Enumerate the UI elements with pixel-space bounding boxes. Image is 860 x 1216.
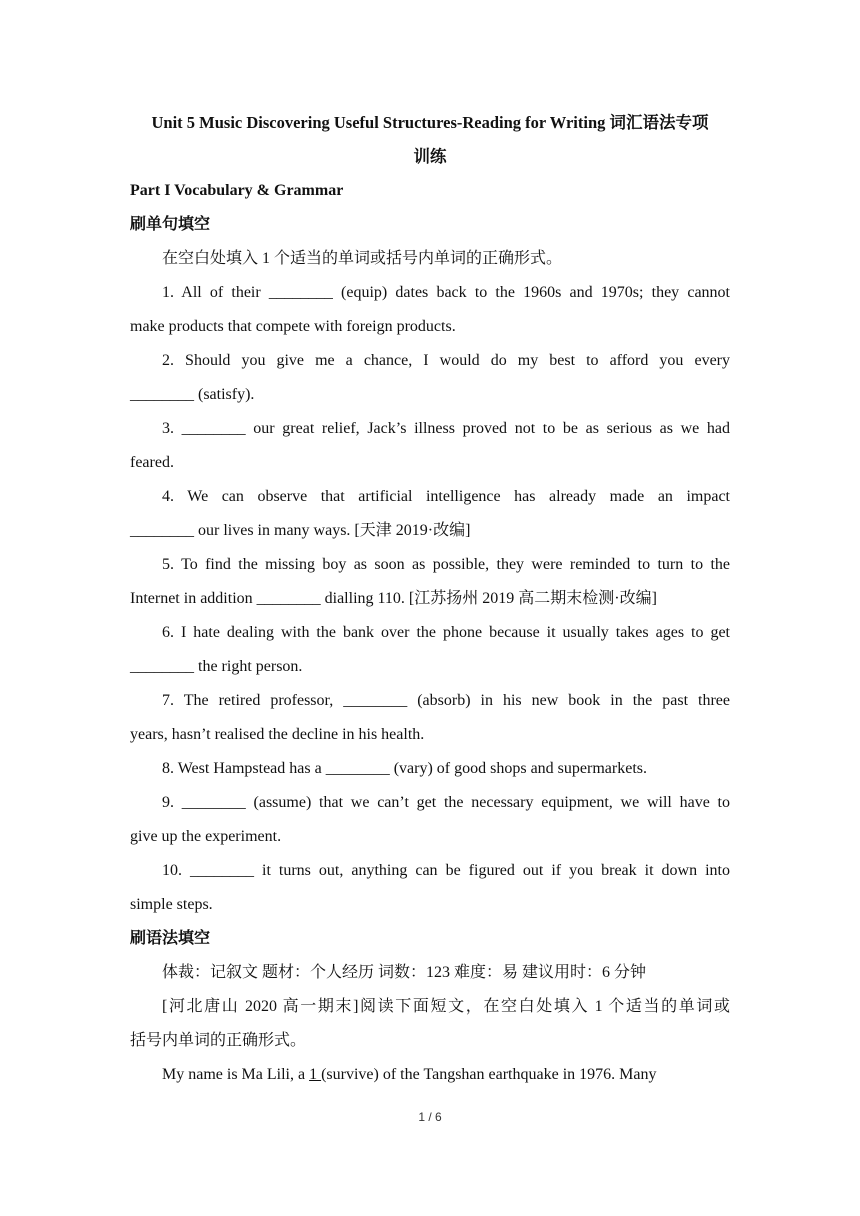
document-body [130, 106, 730, 1092]
exercise-item-10-continuation: simple steps. [130, 896, 213, 913]
exercise-item-2: 2. Should you give me a chance, I would do my best to afford you every [162, 352, 730, 369]
document-title [110, 106, 750, 174]
passage-text-before: My name is Ma Lili, a [162, 1066, 310, 1083]
exercise-list [130, 276, 730, 922]
instructions-grammar-fill-line-1: [河北唐山 2020 高一期末]阅读下面短文，在空白处填入 1 个适当的单词或 [162, 998, 730, 1015]
exercise-item-6: 6. I hate dealing with the bank over the phone because it usually takes ages to get [162, 624, 730, 641]
page-number: 1 / 6 [418, 1110, 442, 1124]
passage-first-line [130, 1058, 730, 1092]
title-line-1: Unit 5 Music Discovering Useful Structures-Reading for Writing 词汇语法专项 [151, 113, 709, 132]
instructions-grammar-fill-line-2: 括号内单词的正确形式。 [130, 1032, 307, 1049]
exercise-item-1-continuation: make products that compete with foreign products. [130, 318, 456, 335]
exercise-item-7-continuation: years, hasn’t realised the decline in his health. [130, 726, 425, 743]
exercise-item-5: 5. To find the missing boy as soon as possible, they were reminded to turn to the [162, 556, 730, 573]
exercise-item-3: 3. ________ our great relief, Jack’s illness proved not to be as serious as we had [162, 420, 730, 437]
exercise-item-4: 4. We can observe that artificial intelligence has already made an impact [162, 488, 730, 505]
exercise-item-10: 10. ________ it turns out, anything can be figured out if you break it down into [162, 862, 730, 879]
exercise-item-9: 9. ________ (assume) that we can’t get the necessary equipment, we will have to [162, 794, 730, 811]
section-heading-sentence-fill: 刷单句填空 [130, 216, 211, 233]
part-heading: Part I Vocabulary & Grammar [130, 182, 344, 199]
exercise-item-6-continuation: ________ the right person. [130, 658, 303, 675]
section-heading-grammar-fill: 刷语法填空 [130, 930, 211, 947]
exercise-item-2-continuation: ________ (satisfy). [130, 386, 255, 403]
exercise-item-7: 7. The retired professor, ________ (absorb) in his new book in the past three [162, 692, 730, 709]
exercise-item-1: 1. All of their ________ (equip) dates back to the 1960s and 1970s; they cannot [162, 284, 730, 301]
passage-text-after: (survive) of the Tangshan earthquake in 1976. Many [321, 1066, 657, 1083]
passage-meta: 体裁：记叙文 题材：个人经历 词数：123 难度：易 建议用时：6 分钟 [162, 964, 647, 981]
exercise-item-5-continuation: Internet in addition ________ dialling 110. [江苏扬州 2019 高二期末检测·改编] [130, 590, 657, 607]
title-line-2: 训练 [413, 147, 447, 166]
exercise-item-8: 8. West Hampstead has a ________ (vary) of good shops and supermarkets. [162, 760, 647, 777]
blank-1: 1 [309, 1066, 322, 1083]
exercise-item-3-continuation: feared. [130, 454, 174, 471]
exercise-item-9-continuation: give up the experiment. [130, 828, 282, 845]
instructions-sentence-fill: 在空白处填入 1 个适当的单词或括号内单词的正确形式。 [162, 250, 563, 267]
exercise-item-4-continuation: ________ our lives in many ways. [天津 2019·改编] [130, 522, 471, 539]
